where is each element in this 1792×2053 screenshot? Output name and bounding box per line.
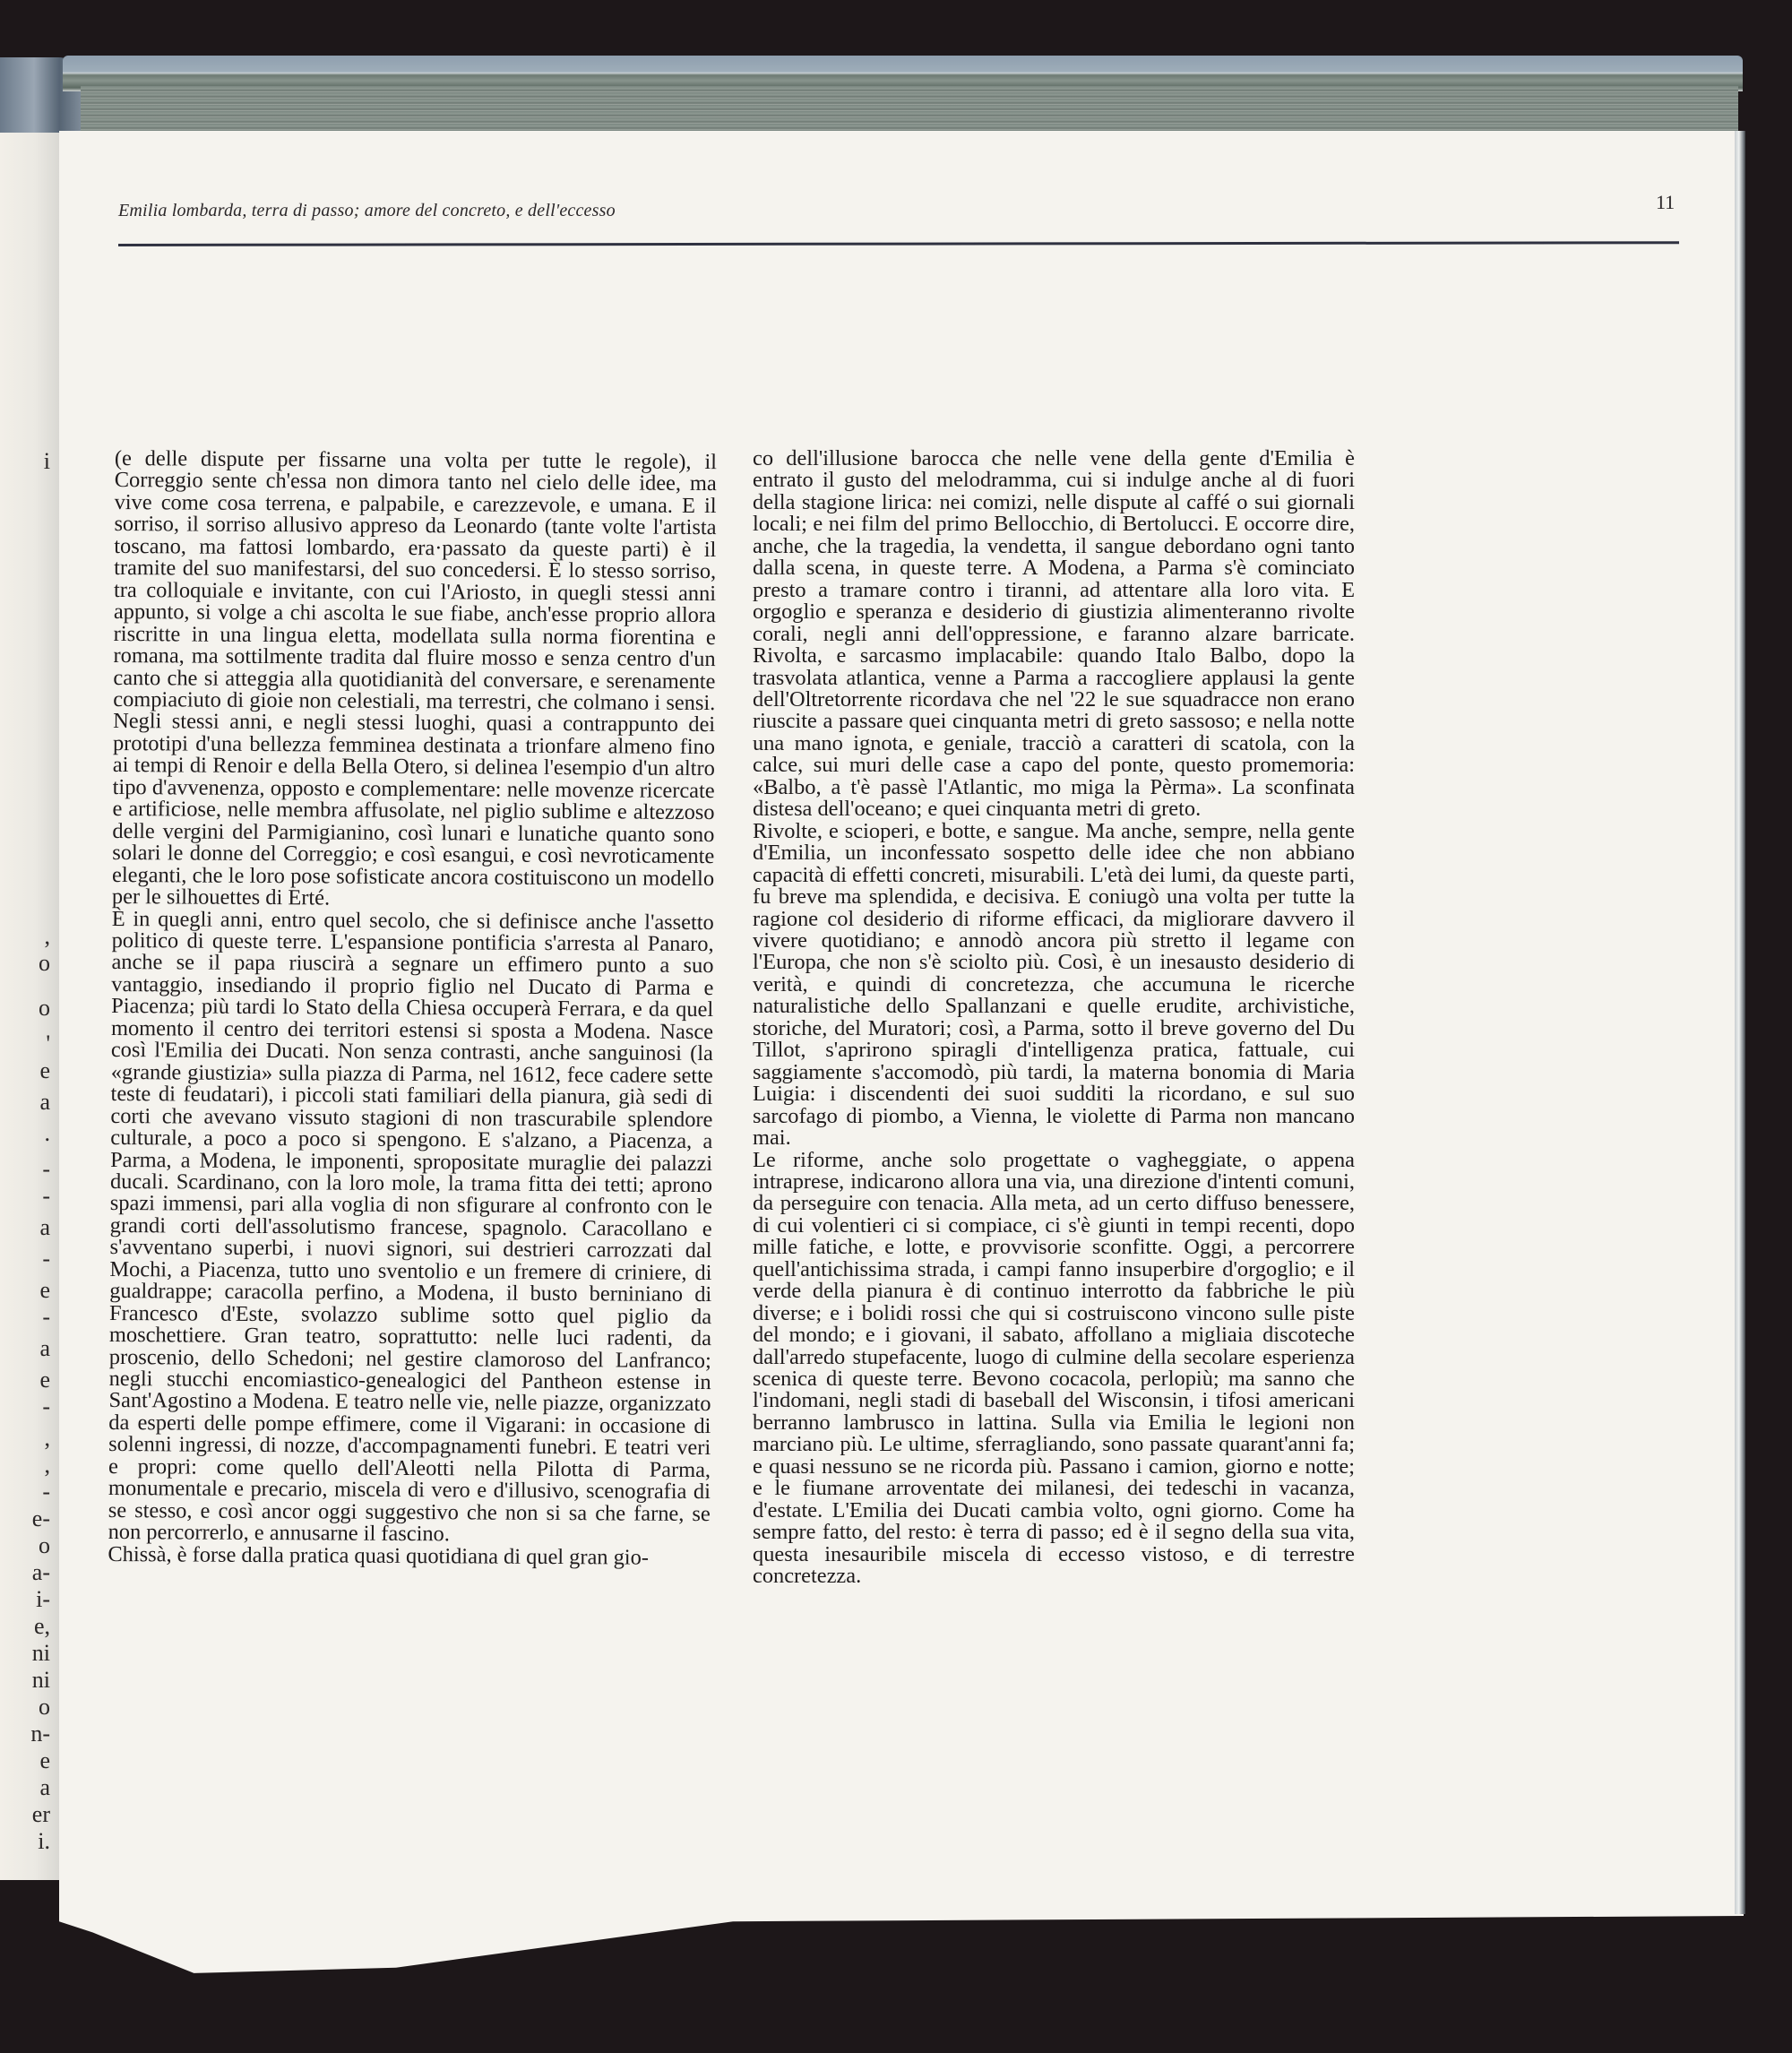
left-page-fragment: - xyxy=(42,1304,50,1330)
left-page-fragment: - xyxy=(42,1183,50,1209)
left-page-fragment: o xyxy=(39,995,50,1021)
left-page-fragment: . xyxy=(44,1120,50,1146)
left-page-fragment: e xyxy=(39,1747,50,1773)
left-page-fragment: o xyxy=(39,950,50,976)
left-page-fragment: - xyxy=(42,1156,50,1182)
page-right-edge xyxy=(1735,131,1745,1914)
left-page-fragment: - xyxy=(42,1246,50,1272)
left-page-fragment: o xyxy=(39,1532,50,1558)
left-page-fragment: ni xyxy=(31,1667,50,1693)
page-stack-edge xyxy=(81,86,1738,131)
left-page-fragment: a xyxy=(39,1089,50,1115)
paragraph: (e delle dispute per fissarne una volta per tutte le regole), il Correggio sente ch'essa non dimora tanto nel cielo delle idee, ma vive come cosa terrena, e palpabile, e carezzevole, e umana. E il sorriso, il sorriso allusivo appreso da Leonardo (tante volte l'artista toscano, ma fattosi lombardo, era·passato da queste parti) è il tramite del suo manifestarsi, del suo concedersi. È lo stesso sorriso, tra colloquiale e invitante, con cui l'Ariosto, in quegli stessi anni appunto, si volge a chi ascolta le sue fiabe, anch'esse proprio allora riscritte in una lingua eletta, modellata sulla norma fiorentina e romana, ma sottilmente tradita dal fluire mosso e senza centro d'un canto che si atteggia alla quotidianità del conversare, e serenamente compiaciuto di gioie non celestiali, ma terrestri, che colmano i sensi. Negli stessi anni, e negli stessi luoghi, quasi a contrappunto dei prototipi d'una bellezza femminea destinata a trionfare almeno fino ai tempi di Renoir e della Bella Otero, si delinea l'esempio d'un altro tipo d'avvenenza, opposto e complementare: nelle movenze ricercate e artificiose, nelle membra affusolate, nel piglio sublime e altezzoso delle vergini del Parmigianino, così lunari e lunatiche quanto sono solari le donne del Correggio; e così esangui, e così nevroticamente eleganti, che le loro pose sofisticate ancora costituiscono un modello per le silhouettes di Erté. xyxy=(111,446,717,910)
left-page-fragment: ni xyxy=(31,1640,50,1666)
left-page-fragment: o xyxy=(39,1694,50,1720)
left-page-strip xyxy=(0,133,60,1880)
left-page-fragment: a xyxy=(39,1335,50,1361)
page-number: 11 xyxy=(1656,191,1676,213)
left-page-fragment: , xyxy=(44,923,50,949)
left-page-fragment: , xyxy=(44,1452,50,1478)
paragraph: Chissà, è forse dalla pratica quasi quotidiana di quel gran gio- xyxy=(108,1541,650,1570)
left-page-fragment: e- xyxy=(31,1505,50,1531)
left-page-fragment: i. xyxy=(38,1828,50,1854)
left-page-fragment: i- xyxy=(36,1586,50,1612)
running-head: Emilia lombarda, terra di passo; amore del concreto, e dell'eccesso xyxy=(118,201,616,220)
text-column-left xyxy=(108,448,717,1569)
paragraph: È in quegli anni, entro quel secolo, che si definisce anche l'assetto politico di queste terre. L'espansione pontificia s'arresta al Panaro, anche se il papa riuscirà a segnare un effimero punto a suo vantaggio, insediando il proprio figlio nel Ducato di Parma e Piacenza; più tardi lo Stato della Chiesa occuperà Ferrara, e da quel momento il centro dei territori estensi si sposta a Modena. Nasce così l'Emilia dei Ducati. Non senza contrasti, anche sanguinosi (la «grande giustizia» sulla piazza di Parma, nel 1612, fece cadere sette teste di feudatari), i piccoli stati familiari della pianura, già sedi di corti che avevano vissuto stagioni di non trascurabile splendore culturale, a poco a poco si spengono. E s'alzano, a Piacenza, a Parma, a Modena, le imponenti, spropositate muraglie dei palazzi ducali. Scardinano, con la loro mole, la trama fitta dei tetti; aprono spazi immensi, pari alla voglia di non sfigurare al confronto con le grandi corti dell'assolutismo francese, spagnolo. Caracollano e s'avventano superbi, i nuovi signori, sui destrieri carrozzati dal Mochi, a Piacenza, tutto uno sventolio e un fremere di criniere, di gualdrappe; caracolla perfino, a Modena, il busto berniniano di Francesco d'Este, svolazzo sublime sotto quel piglio da moschettiere. Gran teatro, soprattutto: nelle luci radenti, da proscenio, dello Schedoni; nel gestire clamoroso del Lanfranco; negli stucchi encomiastico-genealogici del Pantheon estense in Sant'Agostino a Modena. E teatro nelle vie, nelle piazze, organizzato da esperti delle pompe effimere, come il Vigarani: in occasione di solenni ingressi, di nozze, d'accompagnamenti funebri. E teatri veri e propri: come quello dell'Aleotti nella Pilotta di Parma, monumentale e precario, miscela di vero e d'illusivo, scenografia di se stesso, e così ancor oggi suggestivo che non si sa che farne, se non percorrerlo, e annusarne il fascino. xyxy=(108,906,714,1547)
left-page-fragment: e xyxy=(39,1367,50,1393)
left-page-fragment: er xyxy=(31,1801,50,1827)
left-page-fragment: e xyxy=(39,1057,50,1083)
paragraph: Rivolte, e scioperi, e botte, e sangue. Ma anche, sempre, nella gente d'Emilia, un inconfessato sospetto delle idee che non abbiano capacità di effetti concreti, misurabili. L'età dei lumi, da queste parti, fu breve ma splendida, e decisiva. E coniugò una volta per tutte la ragione col desiderio di riforme efficaci, da migliorare davvero il vivere quotidiano; e annodò ancora più stretto il legame con l'Europa, che non s'è sciolto più. Così, è un inesausto desiderio di verità, e quindi di concretezza, che accumuna le ricerche naturalistiche dello Spallanzani e quelle erudite, archivistiche, storiche, del Muratori; così, a Parma, sotto il breve governo del Du Tillot, s'aprirono spiragli d'intelligenza pratica, fattuale, cui saggiamente s'accomodò, più tardi, la materna bonomia di Maria Luigia: i discendenti dei suoi sudditi la ricordano, e sul suo sarcofago di piombo, a Vienna, le violette di Parma non mancano mai. xyxy=(753,818,1355,1151)
left-page-fragment: e xyxy=(39,1277,50,1303)
left-page-fragment: ' xyxy=(46,1031,50,1057)
paragraph: Le riforme, anche solo progettate o vagheggiate, o appena intraprese, indicarono allora una via, una direzione d'intenti comuni, da perseguire con tenacia. Alla meta, ad un certo diffuso benessere, di cui volentieri ci si compiace, ci s'è giunti in tempi recenti, dopo mille fatiche, e lotte, e provvisorie sconfitte. Oggi, a percorrere quell'antichissima strada, i campi fanno insuperbire d'orgoglio; e il verde della pianura è di continuo interrotto da fabbriche le più diverse; e i bolidi rossi che qui si costruiscono vincono sulle piste del mondo; e i giovani, il sabato, affollano a migliaia discoteche dall'arredo stupefacente, luogo di culmine della secolare esperienza scenica di queste terre. Bevono cocacola, perlopiù; ma sanno che l'indomani, negli stadi di baseball del Wisconsin, i tifosi americani berranno lambrusco in lattina. Sulla via Emilia le legioni non marciano più. Le ultime, sferragliando, sono passate quarant'anni fa; e quasi nessuno se ne ricorda più. Passano i camion, giorno e notte; e le fiumane arroventate dei milanesi, dei tedeschi in vacanza, d'estate. L'Emilia dei Ducati cambia volto, ogni giorno. Come ha sempre fatto, del resto: è terra di passo; ed è il segno della sua vita, questa inesauribile miscela di eccesso vistoso, e di terrestre concretezza. xyxy=(753,1147,1355,1589)
left-page-fragment: , xyxy=(44,1425,50,1451)
left-page-fragment: a- xyxy=(31,1559,50,1585)
paragraph: co dell'illusione barocca che nelle vene della gente d'Emilia è entrato il gusto del melodramma, cui si indulge anche al di fuori della stagione lirica: nei comizi, nelle dispute al caffé o sui giornali locali; e nei film del primo Bellocchio, di Bertolucci. E occorre dire, anche, che la tragedia, la vendetta, il sangue debordano ogni tanto dalla scena, in queste terre. A Modena, a Parma s'è cominciato presto a tramare contro i tiranni, ad attentare alla loro vita. E orgoglio e speranza e desiderio di giustizia alimenteranno rivolte corali, negli anni dell'oppressione, e faranno alzare barricate. Rivolta, e sarcasmo implacabile: quando Italo Balbo, dopo la trasvolata atlantica, venne a Parma a raccogliere applausi la gente dell'Oltretorrente ricordava che nel '22 le sue squadracce non erano riuscite a passare quei cinquanta metri di greto sassoso; e nella notte una mano ignota, e geniale, tracciò a caratteri di scatola, con la calce, sui muri delle case a capo del ponte, questo promemoria: «Balbo, a t'è passè l'Atlantic, mo miga la Pèrma». La sconfinata distesa dell'oceano; e quei cinquanta metri di greto. xyxy=(753,446,1355,822)
left-page-fragment: - xyxy=(42,1479,50,1505)
left-page-fragment: a xyxy=(39,1774,50,1800)
left-page-fragment: - xyxy=(42,1393,50,1419)
left-page-fragment: i xyxy=(43,448,50,474)
left-page-fragment: a xyxy=(39,1214,50,1240)
left-page-fragment: n- xyxy=(30,1721,50,1747)
left-page-fragment: e, xyxy=(33,1613,50,1639)
text-column-right xyxy=(753,448,1355,1588)
